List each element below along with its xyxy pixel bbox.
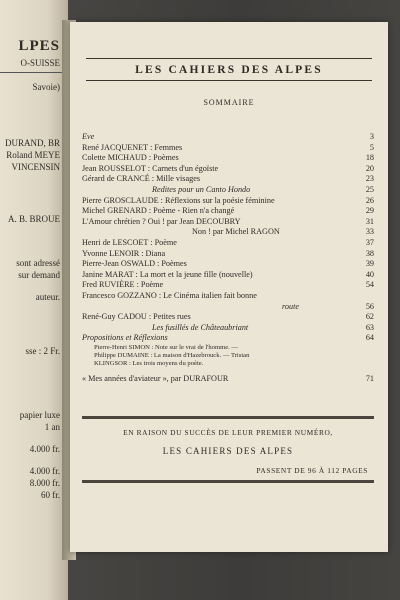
toc-row (82, 132, 374, 143)
toc-entry: Fred RUVIÈRE : Poème (82, 280, 164, 290)
announcement-line-2: LES CAHIERS DES ALPES (162, 446, 294, 456)
toc-row (82, 323, 374, 334)
toc-row (82, 143, 374, 154)
toc-entry: Propositions et Réflexions (82, 333, 168, 343)
toc-subentry: Philippe DUMAINE : La maison d'Hazebrouck. — Tristan (94, 351, 250, 359)
toc-page: 39 (365, 259, 374, 269)
toc-entry: Pierre GROSCLAUDE : Réflexions sur la poésie féminine (82, 195, 275, 205)
toc-entry: Michel GRENARD : Poème - Rien n'a changé (82, 206, 235, 216)
toc-entry: Non ! par Michel RAGON (192, 227, 280, 237)
toc-entry: Colette MICHAUD : Poèmes (82, 153, 179, 163)
toc-row (82, 217, 374, 228)
toc-page: 31 (365, 216, 374, 226)
left-fragment: 4.000 fr. (29, 444, 60, 454)
toc-entry: Yvonne LENOIR : Diana (82, 248, 166, 258)
toc-row (82, 280, 374, 291)
toc-row (82, 333, 374, 344)
toc-page: 56 (365, 301, 374, 311)
toc-row (82, 374, 374, 385)
toc-page: 25 (365, 184, 374, 194)
toc-entry: Henri de LESCOET : Poème (82, 237, 177, 247)
left-fragment: Roland MEYE (6, 150, 60, 160)
toc-entry: Jean ROUSSELOT : Carnets d'un égoïste (82, 163, 219, 173)
toc-row (82, 185, 374, 196)
left-fragment: sse : 2 Fr. (25, 346, 60, 356)
toc-page: 38 (365, 248, 374, 258)
toc-entry: Redites pour un Canto Hondo (152, 184, 251, 194)
toc-page: 20 (365, 163, 374, 173)
toc-page: 63 (365, 322, 374, 332)
toc-page: 23 (365, 174, 374, 184)
toc-row (82, 153, 374, 164)
left-fragment: A. B. BROUE (7, 214, 60, 224)
toc-page: 62 (365, 312, 374, 322)
toc-page: 29 (365, 206, 374, 216)
toc-page: 40 (365, 269, 374, 279)
left-page (0, 0, 68, 600)
toc-entry: route (282, 301, 299, 311)
toc-page: 54 (365, 280, 374, 290)
toc-page: 18 (365, 153, 374, 163)
toc-entry: Pierre-Jean OSWALD : Poèmes (82, 259, 187, 269)
toc-page: 26 (365, 195, 374, 205)
left-fragment: VINCENSIN (11, 162, 60, 172)
sommaire-heading: SOMMAIRE (203, 98, 255, 107)
toc-row (82, 196, 374, 207)
announcement-rule-top (82, 416, 374, 419)
toc-row (82, 302, 374, 313)
announcement-box (82, 416, 374, 504)
toc-row (82, 270, 374, 281)
toc-entry: « Mes années d'aviateur », par DURAFOUR (82, 373, 229, 383)
toc-row (82, 227, 374, 238)
toc-entry: René JACQUENET : Femmes (82, 142, 183, 152)
journal-title: LES CAHIERS DES ALPES (135, 64, 323, 76)
left-fragment: sont adressé (16, 258, 60, 268)
toc-entry: Janine MARAT : La mort et la jeune fille (nouvelle) (82, 269, 253, 279)
toc-page: 3 (369, 132, 374, 141)
left-fragment: papier luxe (19, 410, 60, 420)
left-fragment: 1 an (44, 422, 60, 432)
toc-page: 5 (369, 142, 374, 152)
toc-page: 71 (365, 373, 374, 383)
left-fragment: 8.000 fr. (29, 478, 60, 488)
left-fragment: DURAND, BR (4, 138, 60, 148)
header-rule-top (86, 58, 372, 59)
toc-entry: L'Amour chrétien ? Oui ! par Jean DECOUBRY (82, 216, 241, 226)
toc-row (82, 259, 374, 270)
toc-entry: Eve (82, 132, 95, 141)
toc-row (82, 291, 374, 302)
left-fragment: 4.000 fr. (29, 466, 60, 476)
contents-page (70, 22, 388, 552)
toc-row (82, 238, 374, 249)
toc-row (82, 249, 374, 260)
toc-page: 37 (365, 237, 374, 247)
announcement-line-3: PASSENT DE 96 À 112 PAGES (256, 466, 368, 475)
left-fragment: sur demand (18, 270, 60, 280)
toc-row (82, 174, 374, 185)
toc-page: 64 (365, 333, 374, 343)
left-fragment: 60 fr. (41, 490, 60, 500)
announcement-line-1: EN RAISON DU SUCCÈS DE LEUR PREMIER NUMÉRO, (123, 428, 333, 437)
table-of-contents (82, 132, 374, 384)
toc-entry: Francesco GOZZANO : Le Cinéma italien fait bonne (82, 290, 257, 300)
left-fragment: Savoie) (32, 82, 60, 92)
header-rule-bottom (86, 80, 372, 81)
announcement-rule-bottom (82, 480, 374, 483)
left-rule (0, 72, 62, 73)
toc-row (82, 206, 374, 217)
left-fragment: O-SUISSE (20, 58, 60, 68)
toc-subentry: KLINGSOR : Les trois moyens du poète. (94, 359, 204, 367)
toc-entry: René-Guy CADOU : Petites rues (82, 312, 191, 322)
toc-entry: Les fusillés de Châteaubriant (152, 322, 249, 332)
left-fragment: LPES (18, 38, 60, 54)
left-fragment: auteur. (35, 292, 60, 302)
toc-row (82, 164, 374, 175)
toc-page: 33 (365, 227, 374, 237)
toc-subentry: Pierre-Henri SIMON : Note sur le vrai de l'homme. — (94, 343, 239, 351)
toc-entry: Gérard de CRANCÉ : Mille visages (82, 174, 201, 184)
toc-row (82, 312, 374, 323)
